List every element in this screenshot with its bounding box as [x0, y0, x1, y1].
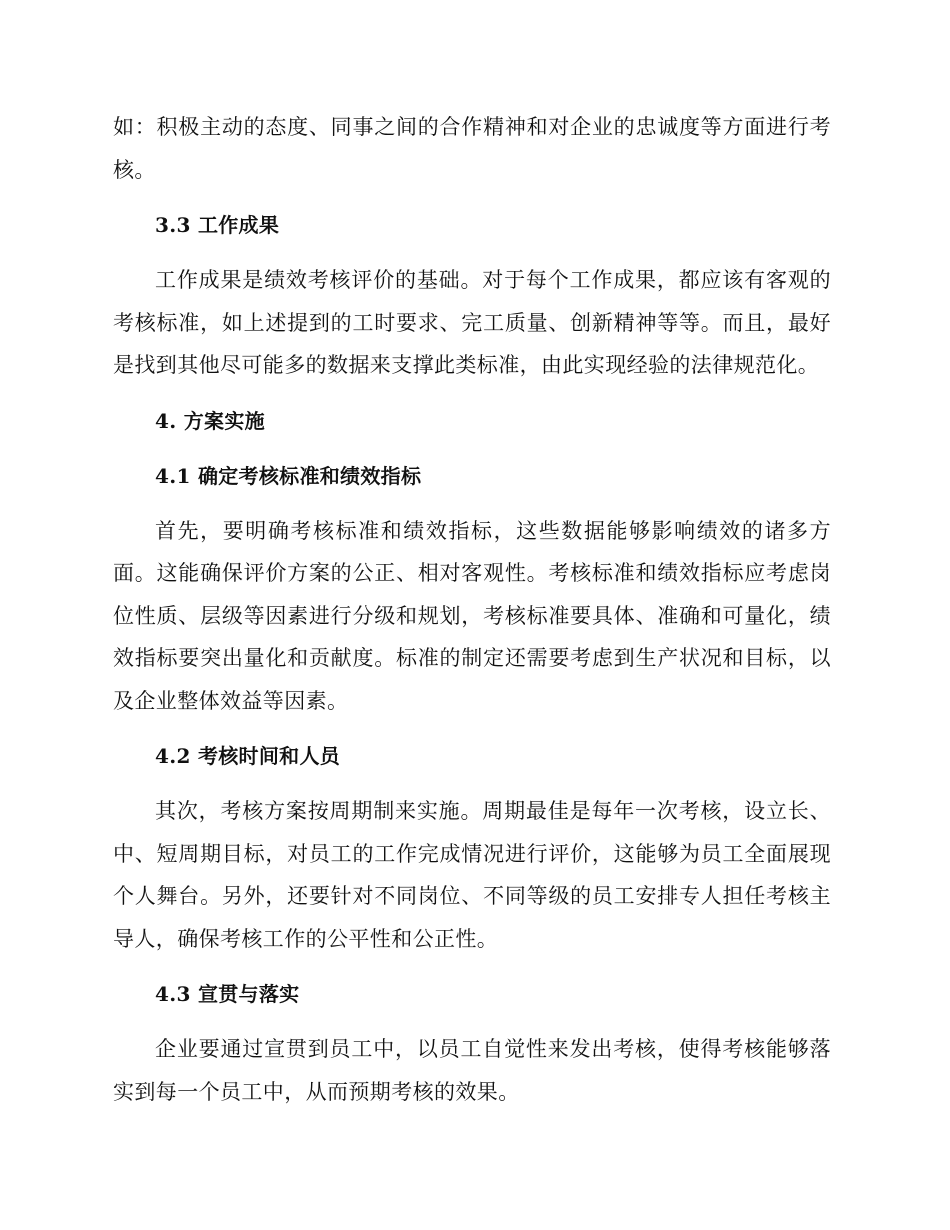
heading-3-3: 3.3 工作成果	[155, 213, 280, 237]
paragraph-4-3: 企业要通过宣贯到员工中，以员工自觉性来发出考核，使得考核能够落实到每一个员工中，从而预期考核的效果。	[113, 1037, 831, 1104]
heading-4: 4. 方案实施	[155, 408, 265, 433]
paragraph-3-3: 工作成果是绩效考核评价的基础。对于每个工作成果，都应该有客观的考核标准，如上述提到的工时要求、完工质量、创新精神等等。而且，最好是找到其他尽可能多的数据来支撑此类标准，由此实现经验的法律规范化。	[113, 268, 831, 377]
document-body	[113, 106, 831, 1126]
heading-4-1: 4.1 确定考核标准和绩效指标	[155, 463, 422, 488]
paragraph-4-1: 首先，要明确考核标准和绩效指标，这些数据能够影响绩效的诸多方面。这能确保评价方案的公正、相对客观性。考核标准和绩效指标应考虑岗位性质、层级等因素进行分级和规划，考核标准要具体、准确和可量化，绩效指标要突出量化和贡献度。标准的制定还需要考虑到生产状况和目标，以及企业整体效益等因素。	[113, 518, 831, 713]
paragraph-intro-tail: 如：积极主动的态度、同事之间的合作精神和对企业的忠诚度等方面进行考核。	[113, 115, 831, 182]
heading-4-2: 4.2 考核时间和人员	[155, 744, 341, 768]
heading-4-3: 4.3 宣贯与落实	[155, 982, 300, 1006]
paragraph-4-2: 其次，考核方案按周期制来实施。周期最佳是每年一次考核，设立长、中、短周期目标，对员工的工作完成情况进行评价，这能够为员工全面展现个人舞台。另外，还要针对不同岗位、不同等级的员工安排专人担任考核主导人，确保考核工作的公平性和公正性。	[113, 799, 831, 951]
